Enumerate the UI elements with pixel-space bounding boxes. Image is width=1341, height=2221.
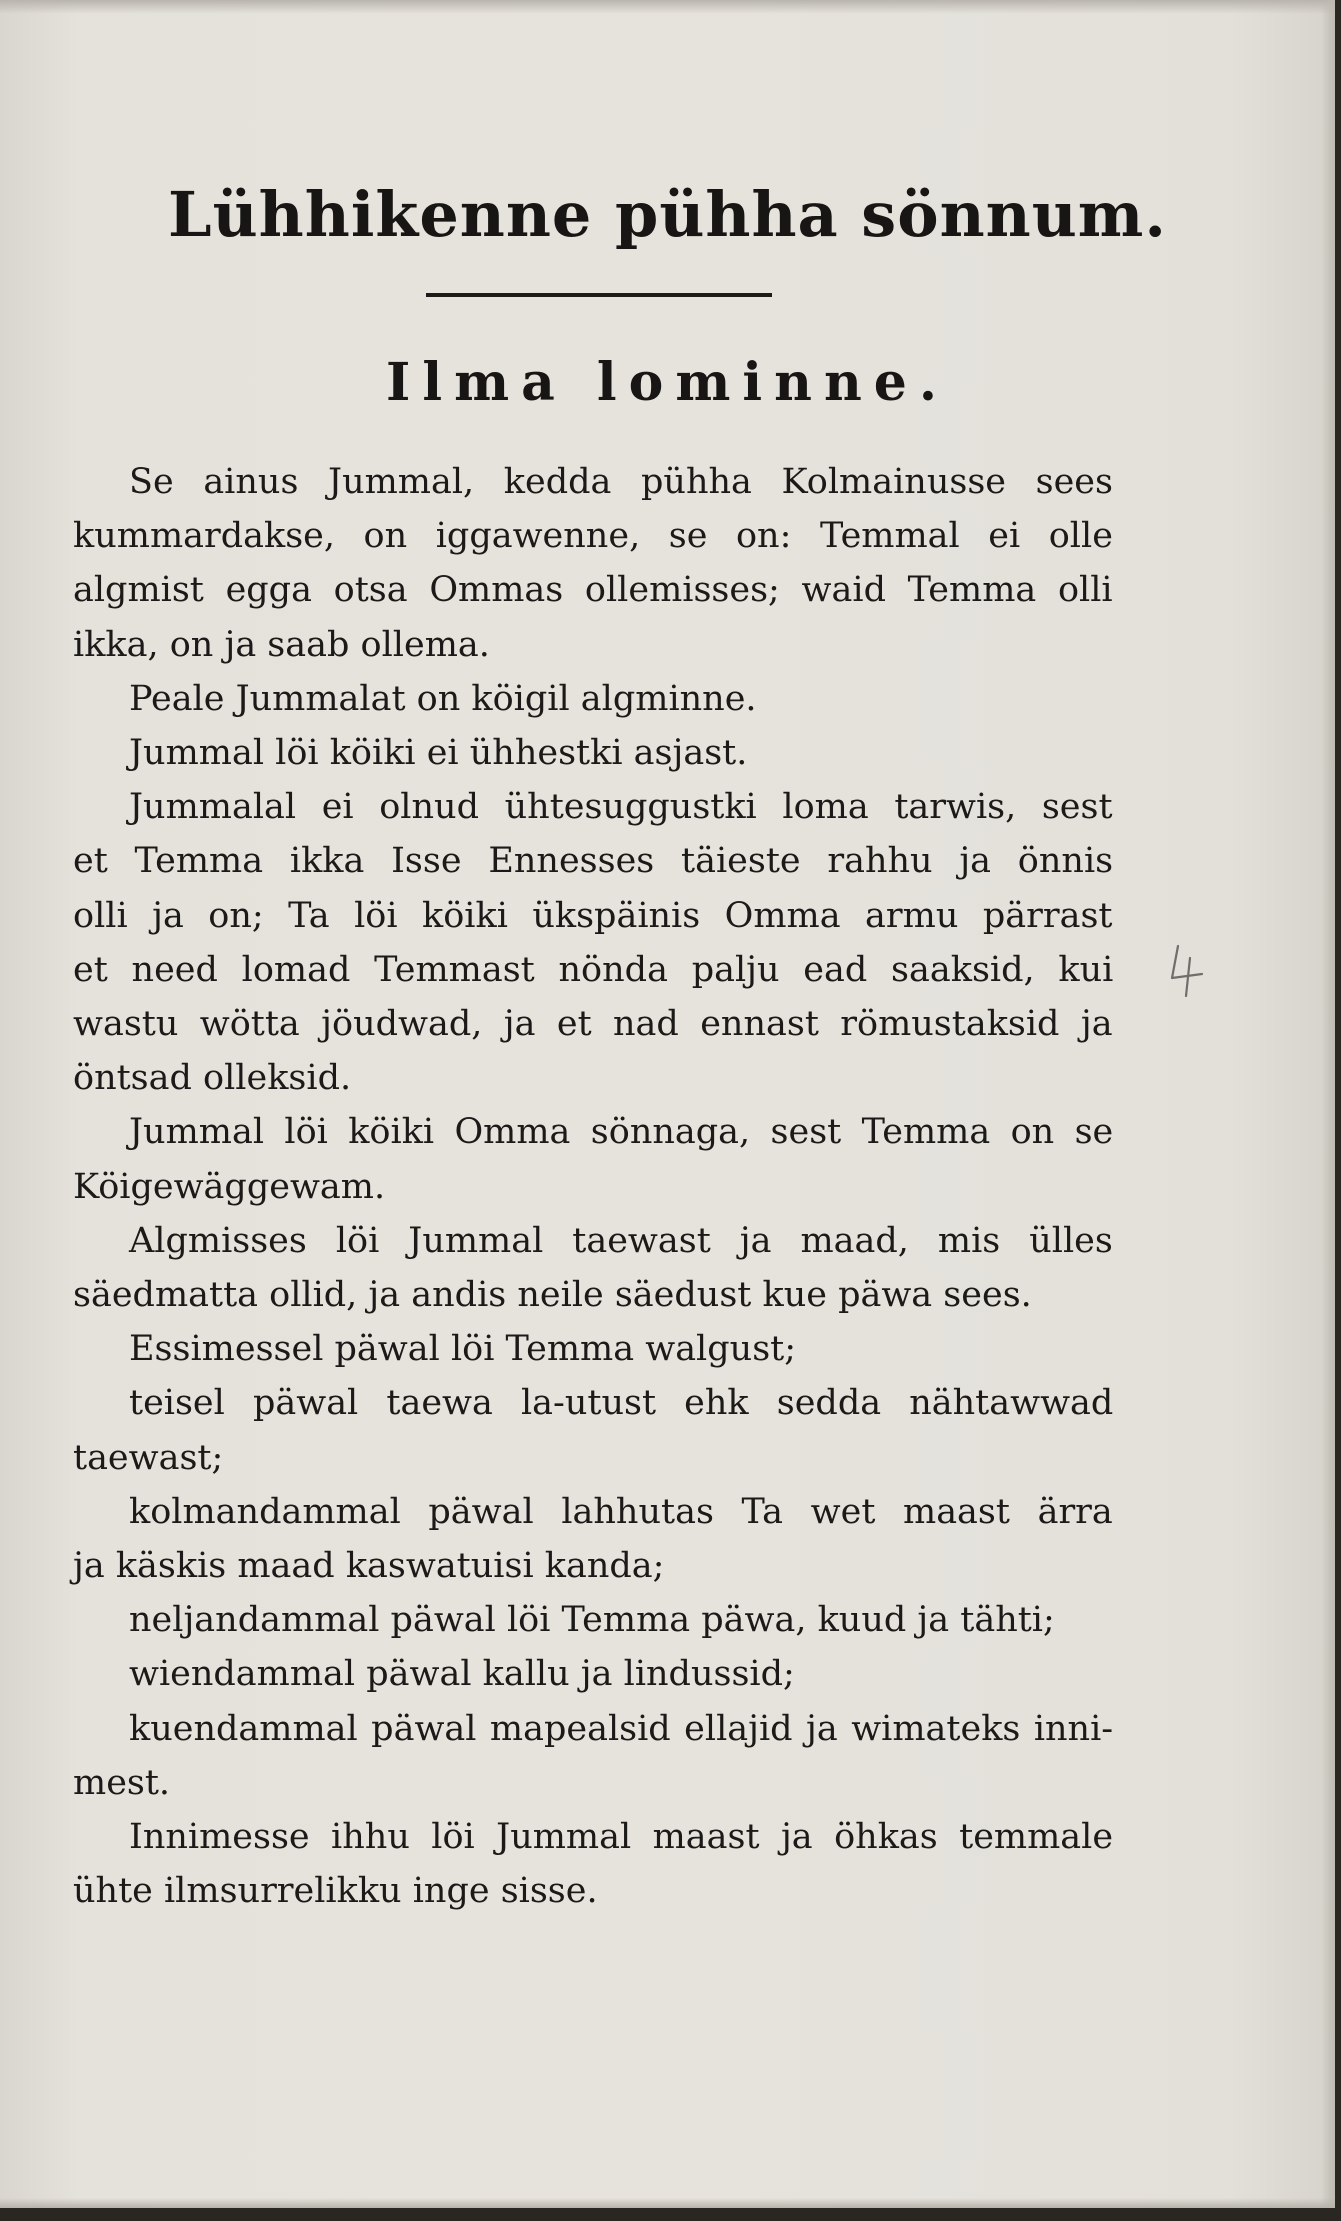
page-title: Lühhikenne pühha sönnum. bbox=[168, 178, 1167, 251]
text-line: kuendammal päwal mapealsid ellajid ja wimateks inni- bbox=[129, 1708, 1114, 1749]
text-line: et Temma ikka Isse Ennesses täieste rahhu ja önnis bbox=[73, 841, 1114, 882]
text-line: Köigewäggewam. bbox=[73, 1166, 386, 1207]
text-line: Algmisses löi Jummal taewast ja maad, mis ülles bbox=[129, 1220, 1113, 1261]
text-line: kolmandammal päwal lahhutas Ta wet maast ärra bbox=[129, 1491, 1113, 1532]
text-line: öntsad olleksid. bbox=[73, 1058, 352, 1099]
text-line: Jummal löi köiki ei ühhestki asjast. bbox=[129, 733, 748, 773]
text-line: mest. bbox=[73, 1762, 171, 1803]
text-line: Peale Jummalat on köigil algminne. bbox=[129, 678, 757, 719]
text-line: Jummalal ei olnud ühtesuggustki loma tarwis, sest bbox=[129, 787, 1113, 828]
text-line: ühte ilmsurrelikku inge sisse. bbox=[73, 1871, 598, 1912]
title-rule bbox=[426, 293, 772, 297]
text-line: algmist egga otsa Ommas ollemisses; waid Temma olli bbox=[73, 570, 1113, 611]
page-bottom-edge bbox=[0, 2198, 1335, 2208]
text-line: Innimesse ihhu löi Jummal maast ja öhkas temmale bbox=[129, 1817, 1114, 1857]
handwritten-margin-mark bbox=[1150, 940, 1210, 1000]
text-line: ja käskis maad kaswatuisi kanda; bbox=[73, 1546, 665, 1586]
text-line: wiendammal päwal kallu ja lindussid; bbox=[129, 1654, 795, 1695]
text-line: Essimessel päwal löi Temma walgust; bbox=[129, 1329, 797, 1370]
text-line: et need lomad Temmast nönda palju ead saaksid, kui bbox=[73, 949, 1114, 990]
text-line: wastu wötta jöudwad, ja et nad ennast römustaksid ja bbox=[73, 1004, 1113, 1044]
text-line: Jummal löi köiki Omma sönnaga, sest Temma on se bbox=[129, 1112, 1114, 1153]
text-line: ikka, on ja saab ollema. bbox=[73, 624, 490, 665]
section-heading: Ilma lominne. bbox=[386, 352, 949, 413]
text-line: olli ja on; Ta löi köiki ükspäinis Omma armu pärrast bbox=[73, 895, 1113, 936]
text-line: taewast; bbox=[73, 1437, 224, 1478]
text-line: kummardakse, on iggawenne, se on: Temmal ei olle bbox=[73, 516, 1113, 557]
text-line: säedmatta ollid, ja andis neile säedust kue päwa sees. bbox=[73, 1275, 1032, 1315]
text-line: Se ainus Jummal, kedda pühha Kolmainusse sees bbox=[129, 462, 1113, 502]
text-line: neljandammal päwal löi Temma päwa, kuud ja tähti; bbox=[129, 1600, 1055, 1641]
page-right-edge bbox=[1321, 0, 1335, 2208]
text-line: teisel päwal taewa la-utust ehk sedda nähtawwad bbox=[129, 1383, 1114, 1424]
page-top-shadow bbox=[0, 0, 1335, 14]
